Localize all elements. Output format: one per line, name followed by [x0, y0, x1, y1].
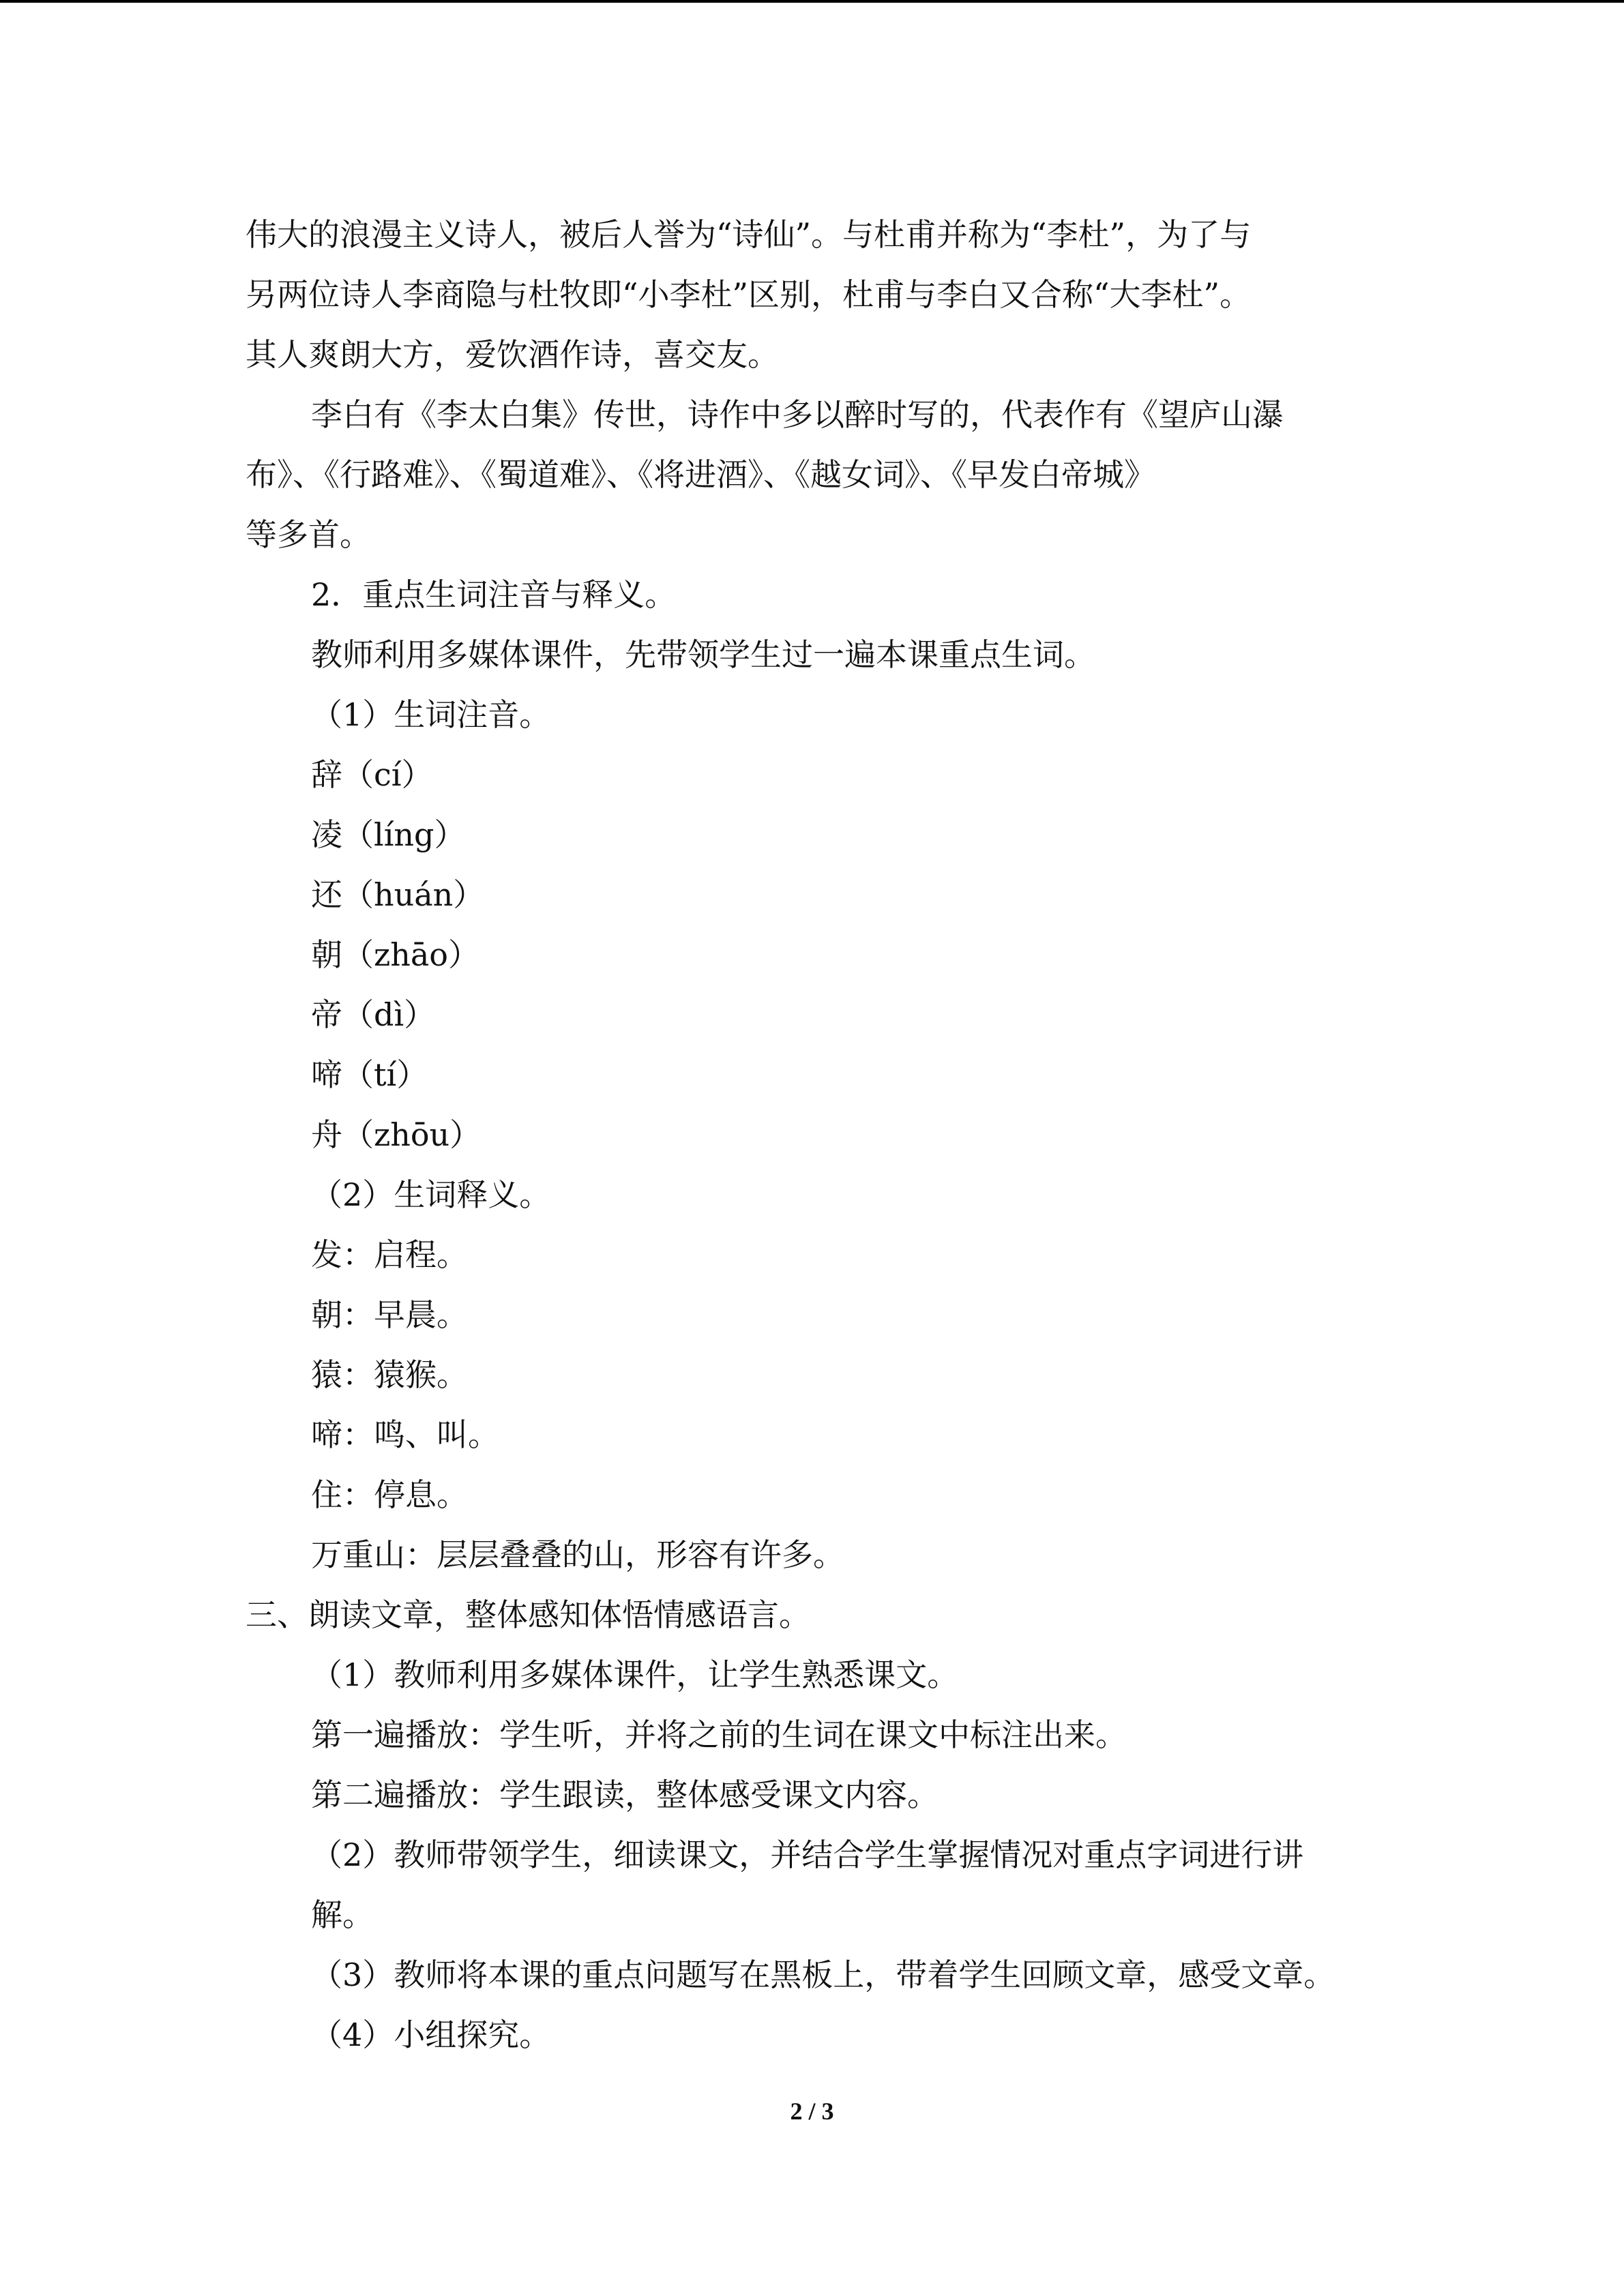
- paragraph-line: 教师利用多媒体课件，先带领学生过一遍本课重点生词。: [311, 636, 1095, 673]
- pinyin-item: 还（huán）: [311, 876, 485, 913]
- list-item: （4）小组探究。: [311, 2016, 551, 2053]
- pinyin-item: 舟（zhōu）: [311, 1116, 482, 1153]
- meaning-item: 发：启程。: [311, 1236, 468, 1273]
- list-item: （1）教师利用多媒体课件，让学生熟悉课文。: [311, 1656, 959, 1693]
- section-heading: 2．重点生词注音与释义。: [311, 576, 677, 613]
- pinyin-item: 帝（dì）: [311, 996, 436, 1033]
- page-number: 2 / 3: [790, 2098, 834, 2125]
- paragraph-line: 另两位诗人李商隐与杜牧即“小李杜”区别，杜甫与李白又合称“大李杜”。: [246, 276, 1252, 313]
- pinyin-item: 凌（líng）: [311, 816, 466, 853]
- meaning-item: 猿：猿猴。: [311, 1356, 468, 1393]
- meaning-item: 住：停息。: [311, 1476, 468, 1513]
- list-item: （3）教师将本课的重点问题写在黑板上，带着学生回顾文章，感受文章。: [311, 1956, 1335, 1993]
- paragraph-line: 第二遍播放：学生跟读，整体感受课文内容。: [311, 1776, 939, 1813]
- meaning-item: 啼：鸣、叫。: [311, 1416, 499, 1453]
- paragraph-line: 其人爽朗大方，爱饮酒作诗，喜交友。: [246, 336, 779, 373]
- meaning-item: 朝：早晨。: [311, 1296, 468, 1333]
- pinyin-item: 辞（cí）: [311, 756, 433, 793]
- meaning-item: 万重山：层层叠叠的山，形容有许多。: [311, 1536, 844, 1573]
- paragraph-line: 布》、《行路难》、《蜀道难》、《将进酒》、《越女词》、《早发白帝城》: [246, 456, 1155, 493]
- subheading: （2）生词释义。: [311, 1176, 551, 1213]
- subheading: （1）生词注音。: [311, 696, 551, 733]
- section-heading: 三、朗读文章，整体感知体悟情感语言。: [246, 1596, 810, 1633]
- paragraph-line: 伟大的浪漫主义诗人，被后人誉为“诗仙”。与杜甫并称为“李杜”，为了与: [246, 216, 1252, 253]
- list-item-continuation: 解。: [311, 1896, 374, 1933]
- pinyin-item: 朝（zhāo）: [311, 936, 479, 973]
- pinyin-item: 啼（tí）: [311, 1056, 428, 1093]
- paragraph-line: 李白有《李太白集》传世，诗作中多以醉时写的，代表作有《望庐山瀑: [311, 396, 1284, 433]
- paragraph-line: 等多首。: [246, 516, 371, 553]
- list-item: （2）教师带领学生，细读课文，并结合学生掌握情况对重点字词进行讲: [311, 1836, 1304, 1873]
- paragraph-line: 第一遍播放：学生听，并将之前的生词在课文中标注出来。: [311, 1716, 1127, 1753]
